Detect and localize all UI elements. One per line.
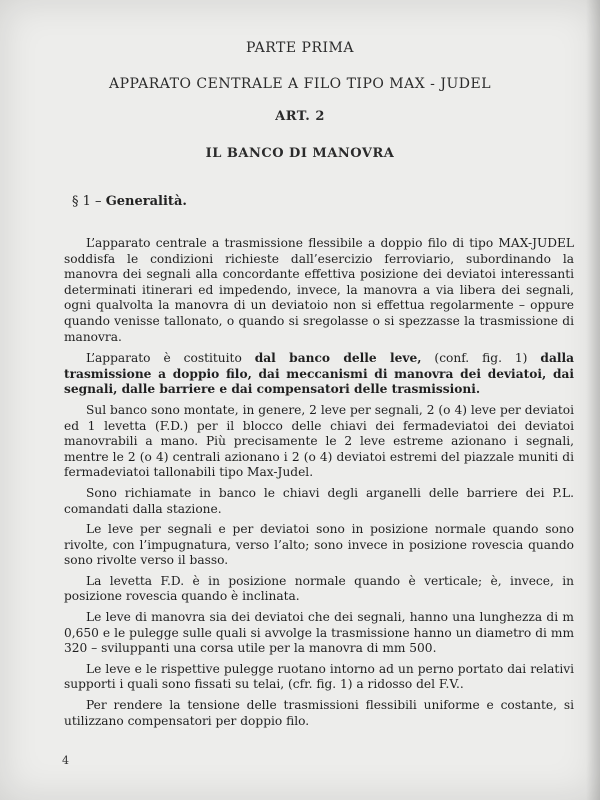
paragraph-7: Le leve di manovra sia dei deviatoi che dei segnali, hanno una lunghezza di m 0,650 e le pulegge sulle quali si avvolge la trasmissione hanno un diametro di mm 320 – sviluppanti una corsa utile per la manovra di mm 500. [64,610,574,656]
paragraph-6: La levetta F.D. è in posizione normale quando è verticale; è, invece, in posizione rovescia quando è inclinata. [64,573,574,604]
paragraph-1: L’apparato centrale a trasmissione flessibile a doppio filo di tipo MAX-JUDEL soddisfa le condizioni richieste dall’esercizio ferroviario, subordinando la manovra dei segnali alla concordante effettiva posizione dei deviatoi interessanti determinati itinerari ed impedendo, invece, la manovra a via libera dei segnali, ogni qualvolta la manovra di un deviatoio non si effettua regolarmente – oppure quando venisse tallonato, o quando si sregolasse o si spezzasse la trasmissione di manovra. [64,236,574,344]
section-title: Generalità. [105,194,187,209]
paragraph-9: Per rendere la tensione delle trasmissioni flessibili uniforme e costante, si utilizzano compensatori per doppio filo. [64,698,574,728]
paragraph-2-part-a: L’apparato è costituito [86,351,255,366]
paragraph-2-part-c: (conf. fig. 1) [421,351,541,366]
part-heading: PARTE PRIMA [246,40,354,56]
section-symbol: § 1 [72,194,91,209]
section-dash: – [95,194,102,209]
paragraph-8: Le leve e le rispettive pulegge ruotano intorno ad un perno portato dai relativi supporti i quali sono fissati su telai, (cfr. fig. 1) a ridosso del F.V.. [64,661,574,692]
paragraph-2 [64,351,574,398]
body-text [64,236,574,734]
section-heading [72,194,187,209]
chapter-title: APPARATO CENTRALE A FILO TIPO MAX - JUDEL [108,76,491,92]
page-number: 4 [62,754,69,767]
article-title: IL BANCO DI MANOVRA [205,146,395,161]
paragraph-3: Sul banco sono montate, in genere, 2 leve per segnali, 2 (o 4) leve per deviatoi ed 1 levetta (F.D.) per il blocco delle chiavi dei fermadeviatoi dei deviatoi manovrabili a mano. Più precisamente le 2 leve estreme azionano i segnali, mentre le 2 (o 4) centrali azionano i 2 (o 4) deviatoi estremi del piazzale muniti di fermadeviatoi tallonabili tipo Max-Judel. [64,402,574,480]
paragraph-5: Le leve per segnali e per deviatoi sono in posizione normale quando sono rivolte, con l’impugnatura, verso l’alto; sono invece in posizione rovescia quando sono rivolte verso il basso. [64,522,574,568]
paragraph-2-bold-a: dal banco delle leve, [254,351,422,366]
paragraph-4: Sono richiamate in banco le chiavi degli arganelli delle barriere dei P.L. comandati dalla stazione. [64,485,574,516]
article-number: ART. 2 [275,109,325,124]
paragraph-2-bold-d: dalla trasmissione a doppio filo, dai meccanismi di manovra dei deviatoi, dai segnali, dalle barriere e dai compensatori delle trasmissioni. [64,351,574,397]
